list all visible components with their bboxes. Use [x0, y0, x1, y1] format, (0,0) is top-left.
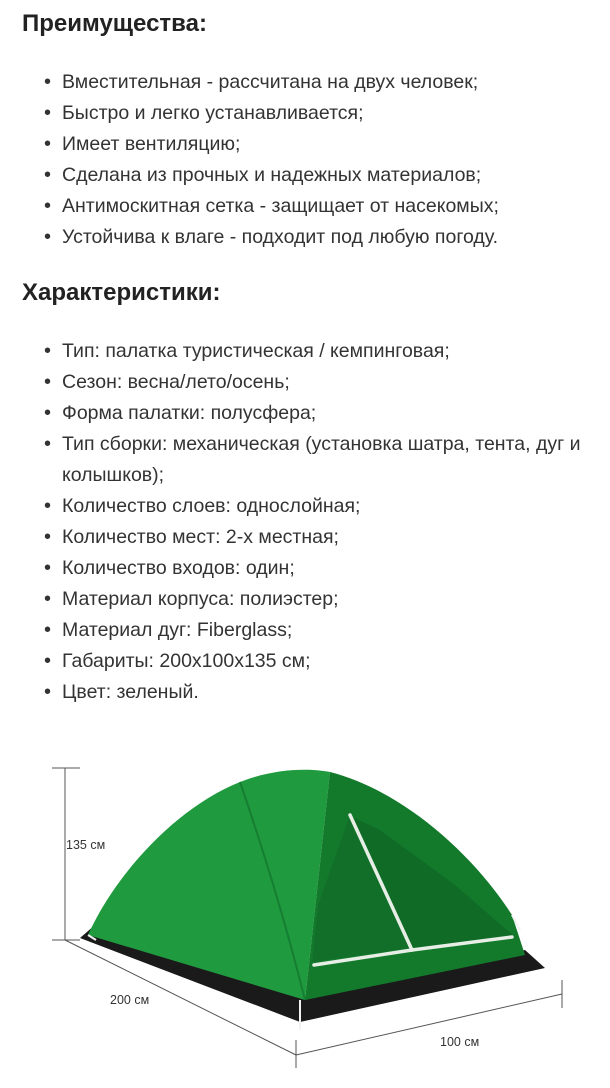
- list-item: • Сделана из прочных и надежных материалов;: [62, 160, 592, 191]
- specs-list: [62, 336, 592, 708]
- list-item: • Количество входов: один;: [62, 553, 592, 584]
- length-label: 200 см: [110, 993, 150, 1007]
- list-item: • Имеет вентиляцию;: [62, 129, 592, 160]
- list-item: • Устойчива к влаге - подходит под любую погоду.: [62, 222, 592, 253]
- height-dimension-line: [52, 768, 80, 940]
- list-item: • Сезон: весна/лето/осень;: [62, 367, 592, 398]
- advantages-list: [62, 67, 592, 253]
- list-item: • Количество слоев: однослойная;: [62, 491, 592, 522]
- width-label: 100 см: [440, 1035, 480, 1049]
- tent-dimension-illustration: [30, 740, 600, 1080]
- list-item: • Габариты: 200х100х135 см;: [62, 646, 592, 677]
- list-item: • Цвет: зеленый.: [62, 677, 592, 708]
- height-label: 135 см: [66, 838, 106, 852]
- list-item: • Материал дуг: Fiberglass;: [62, 615, 592, 646]
- list-item: • Форма палатки: полусфера;: [62, 398, 592, 429]
- advantages-heading: Преимущества:: [22, 10, 207, 37]
- list-item: • Вместительная - рассчитана на двух человек;: [62, 67, 592, 98]
- tent-icon: [80, 770, 545, 1030]
- list-item: • Тип: палатка туристическая / кемпинговая;: [62, 336, 592, 367]
- list-item: • Антимоскитная сетка - защищает от насекомых;: [62, 191, 592, 222]
- list-item: • Тип сборки: механическая (установка шатра, тента, дуг и колышков);: [62, 429, 592, 491]
- specs-heading: Характеристики:: [22, 279, 221, 306]
- list-item: • Быстро и легко устанавливается;: [62, 98, 592, 129]
- list-item: • Материал корпуса: полиэстер;: [62, 584, 592, 615]
- list-item: • Количество мест: 2-х местная;: [62, 522, 592, 553]
